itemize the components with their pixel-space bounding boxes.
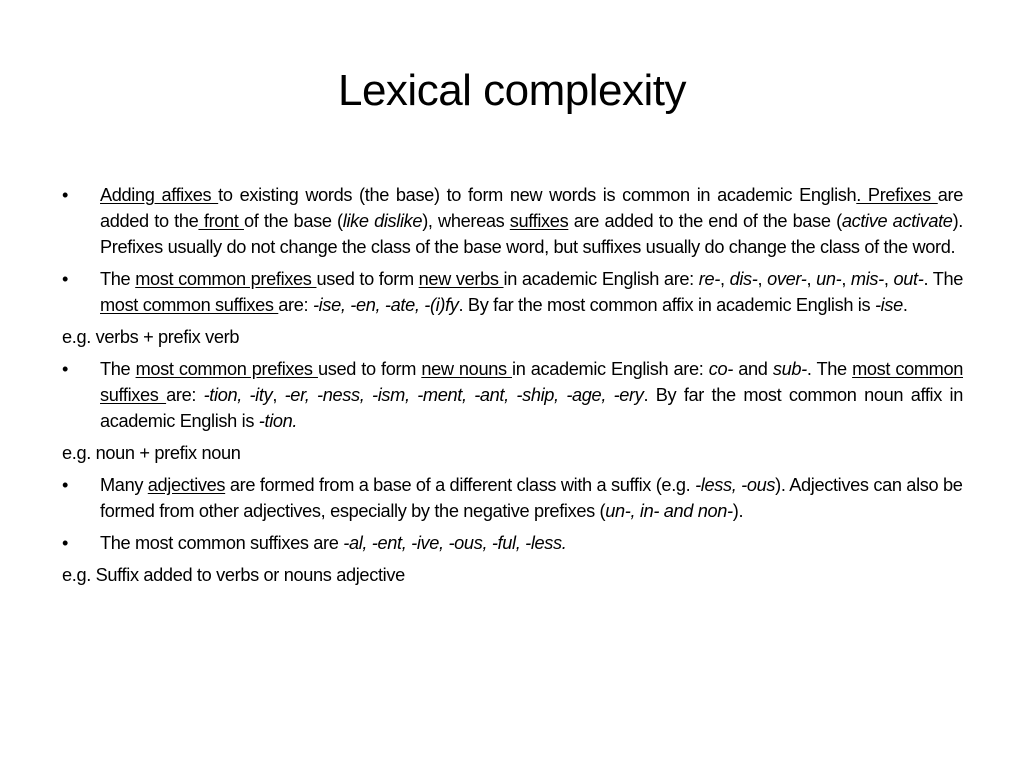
underlined-term: most common prefixes [135, 269, 317, 289]
text-run: are: [278, 295, 313, 315]
text-run: used to form [317, 359, 422, 379]
italic-example: active activate [841, 211, 953, 231]
italic-example: out- [893, 269, 924, 289]
bullet-item [62, 266, 963, 318]
text-run: e.g. Suffix added to verbs or nouns adjective [62, 565, 405, 585]
text-run: The [100, 269, 136, 289]
text-run: ). Adjectives can also be formed from other adjectives, especially by the negative prefixes ( [100, 475, 963, 521]
text-run: . By far the most common noun affix in academic English is [100, 385, 963, 431]
italic-example: like dislike [342, 211, 423, 231]
bullet-item [62, 356, 963, 434]
text-run: Many [100, 475, 148, 495]
text-run: The [100, 359, 136, 379]
underlined-term: adjectives [147, 475, 226, 495]
text-run: used to form [316, 269, 419, 289]
text-run: of the base ( [243, 211, 343, 231]
underlined-term: new nouns [421, 359, 512, 379]
italic-example: -al, -ent, -ive, -ous, -ful, -less. [343, 533, 567, 553]
text-run: and [732, 359, 773, 379]
text-run: ), whereas [422, 211, 510, 231]
bullet-icon: • [62, 533, 69, 553]
example-line [62, 440, 963, 466]
text-run: e.g. noun + prefix noun [62, 443, 241, 463]
underlined-term: most common prefixes [135, 359, 318, 379]
underlined-term: front [198, 211, 244, 231]
text-run: , [719, 269, 730, 289]
text-run: e.g. verbs + prefix verb [62, 327, 240, 347]
underlined-term: new verbs [418, 269, 504, 289]
italic-example: mis- [850, 269, 884, 289]
bullet-icon: • [62, 269, 69, 289]
bullet-item [62, 182, 963, 260]
bullet-icon: • [62, 359, 69, 379]
text-run: are added to the end of the base ( [568, 211, 842, 231]
bullet-icon: • [62, 475, 69, 495]
text-run: are formed from a base of a different class with a suffix (e.g. [225, 475, 696, 495]
italic-example: -ise [874, 295, 903, 315]
text-run: . The [806, 359, 853, 379]
text-run: in academic English are: [503, 269, 699, 289]
underlined-term: most common suffixes [100, 359, 963, 405]
italic-example: co- [708, 359, 733, 379]
text-run: . [902, 295, 908, 315]
italic-example: -tion. [258, 411, 298, 431]
italic-example: -tion, -ity [203, 385, 273, 405]
underlined-term: Adding affixes [100, 185, 219, 205]
example-line [62, 562, 963, 588]
italic-example: -less, -ous [695, 475, 776, 495]
italic-example: re- [698, 269, 720, 289]
italic-example: sub- [772, 359, 807, 379]
bullet-item [62, 530, 963, 556]
underlined-term: most common suffixes [100, 295, 279, 315]
text-run: in academic English are: [512, 359, 709, 379]
slide-body [62, 182, 963, 588]
text-run: are: [166, 385, 204, 405]
text-run: . The [923, 269, 964, 289]
text-run: , [883, 269, 894, 289]
italic-example: un-, in- and non- [605, 501, 733, 521]
text-run: ). [732, 501, 744, 521]
text-run: . By far the most common affix in academic English is [458, 295, 875, 315]
text-run: to existing words (the base) to form new words is common in academic English [218, 185, 857, 205]
italic-example: -ise, -en, -ate, -(i)fy [312, 295, 459, 315]
underlined-term: suffixes [509, 211, 569, 231]
text-run: are added to the [100, 185, 963, 231]
bullet-icon: • [62, 185, 69, 205]
italic-example: un- [816, 269, 842, 289]
underlined-term: . Prefixes [856, 185, 938, 205]
italic-example: over- [767, 269, 807, 289]
italic-example: -er, -ness, -ism, -ment, -ant, -ship, -age, -ery [284, 385, 644, 405]
text-run: , [806, 269, 817, 289]
text-run: The most common suffixes are [100, 533, 344, 553]
italic-example: dis- [729, 269, 758, 289]
text-run: , [757, 269, 768, 289]
text-run: , [272, 385, 285, 405]
example-line [62, 324, 963, 350]
text-run: , [841, 269, 851, 289]
text-run: ). Prefixes usually do not change the class of the base word, but suffixes usually do change the class of the word. [100, 211, 963, 257]
bullet-item [62, 472, 963, 524]
slide-title: Lexical complexity [337, 66, 687, 115]
